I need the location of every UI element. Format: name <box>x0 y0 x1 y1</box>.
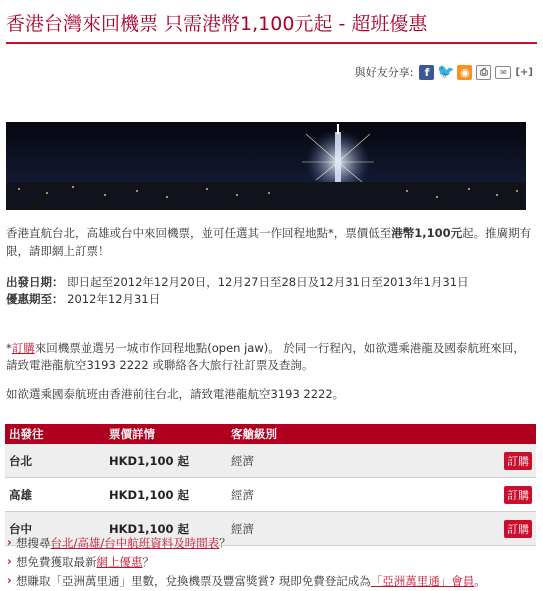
link-suffix: ？ <box>219 536 231 550</box>
email-icon[interactable]: ✉ <box>495 66 511 79</box>
expiry-date-value: 2012年12月31日 <box>67 292 161 306</box>
travel-date-value: 即日起至2012年12月20日，12月27日至28日及12月31日至2013年1月31日 <box>67 275 469 289</box>
row-fare: HKD1,100 起 <box>105 444 227 478</box>
row-city: 台中 <box>5 512 105 546</box>
print-icon[interactable]: ⎙ <box>476 65 491 80</box>
row-action-cell <box>407 444 536 478</box>
schedule-link[interactable]: 台北/高雄/台中航班資料及時間表 <box>50 536 220 550</box>
intro-part-a: 香港直航台北，高雄或台中來回機票，並可任選其一作回程地點*，票價低至 <box>6 226 392 240</box>
table-row <box>5 444 536 478</box>
intro-part-c: 起。推廣期有限，請即網上訂票！ <box>6 226 532 258</box>
link-prefix: 想免費獲取最新 <box>16 555 97 569</box>
fare-table <box>5 424 536 546</box>
booking-link[interactable]: 訂購 <box>11 341 35 355</box>
table-header-row <box>5 424 536 444</box>
header-cabin: 客艙級別 <box>227 424 407 444</box>
share-bar <box>355 64 533 80</box>
facebook-icon[interactable]: f <box>419 65 434 80</box>
list-item <box>6 572 536 591</box>
intro-price: 港幣1,100元 <box>391 226 463 240</box>
list-item <box>6 534 536 553</box>
related-links <box>6 534 536 591</box>
title-divider <box>6 42 537 44</box>
link-suffix: 。 <box>474 574 486 588</box>
share-label: 與好友分享: <box>354 66 414 79</box>
row-cabin: 經濟 <box>227 444 407 478</box>
open-jaw-note <box>6 340 536 374</box>
header-destination: 出發往 <box>5 424 105 444</box>
dates-block <box>6 274 536 308</box>
header-action <box>407 424 536 444</box>
row-cabin: 經濟 <box>227 512 407 546</box>
row-cabin: 經濟 <box>227 478 407 512</box>
row-fare: HKD1,100 起 <box>105 478 227 512</box>
open-jaw-text: 來回機票並選另一城市作回程地點(open jaw)。 於同一行程內，如欲選乘港龍及國泰航班來回，請致電港龍航空3193 2222 或聯絡各大旅行社訂票及查詢。 <box>6 341 525 372</box>
row-action-cell <box>407 478 536 512</box>
expiry-date-label: 優惠期至： <box>6 292 64 306</box>
link-prefix: 想搜尋 <box>16 536 51 550</box>
rss-icon[interactable]: ◉ <box>457 65 472 80</box>
travel-date-label: 出發日期： <box>6 275 64 289</box>
link-suffix: ？ <box>142 555 154 569</box>
row-city: 高雄 <box>5 478 105 512</box>
intro-text <box>6 224 536 260</box>
more-icon[interactable]: [+] <box>515 66 533 78</box>
online-offers-link[interactable]: 網上優惠 <box>96 555 143 569</box>
cathay-note: 如欲選乘國泰航班由香港前往台北，請致電港龍航空3193 2222。 <box>6 387 345 401</box>
link-prefix: 想賺取「亞洲萬里通」里數，兌換機票及豐富獎賞? 現即免費登記成為 <box>16 574 371 588</box>
list-item <box>6 553 536 572</box>
twitter-icon[interactable]: 🐦 <box>437 64 455 80</box>
header-fare: 票價詳情 <box>105 424 227 444</box>
book-button[interactable]: 訂購 <box>504 486 532 504</box>
book-button[interactable]: 訂購 <box>504 520 532 538</box>
row-fare: HKD1,100 起 <box>105 512 227 546</box>
page-title: 香港台灣來回機票 只需港幣1,100元起 - 超班優惠 <box>6 13 428 35</box>
asia-miles-link[interactable]: 「亞洲萬里通」會員 <box>370 574 475 588</box>
book-button[interactable]: 訂購 <box>504 452 532 470</box>
banner-image <box>6 122 526 210</box>
note-asterisk: * <box>6 341 12 355</box>
row-city: 台北 <box>5 444 105 478</box>
table-row <box>5 478 536 512</box>
